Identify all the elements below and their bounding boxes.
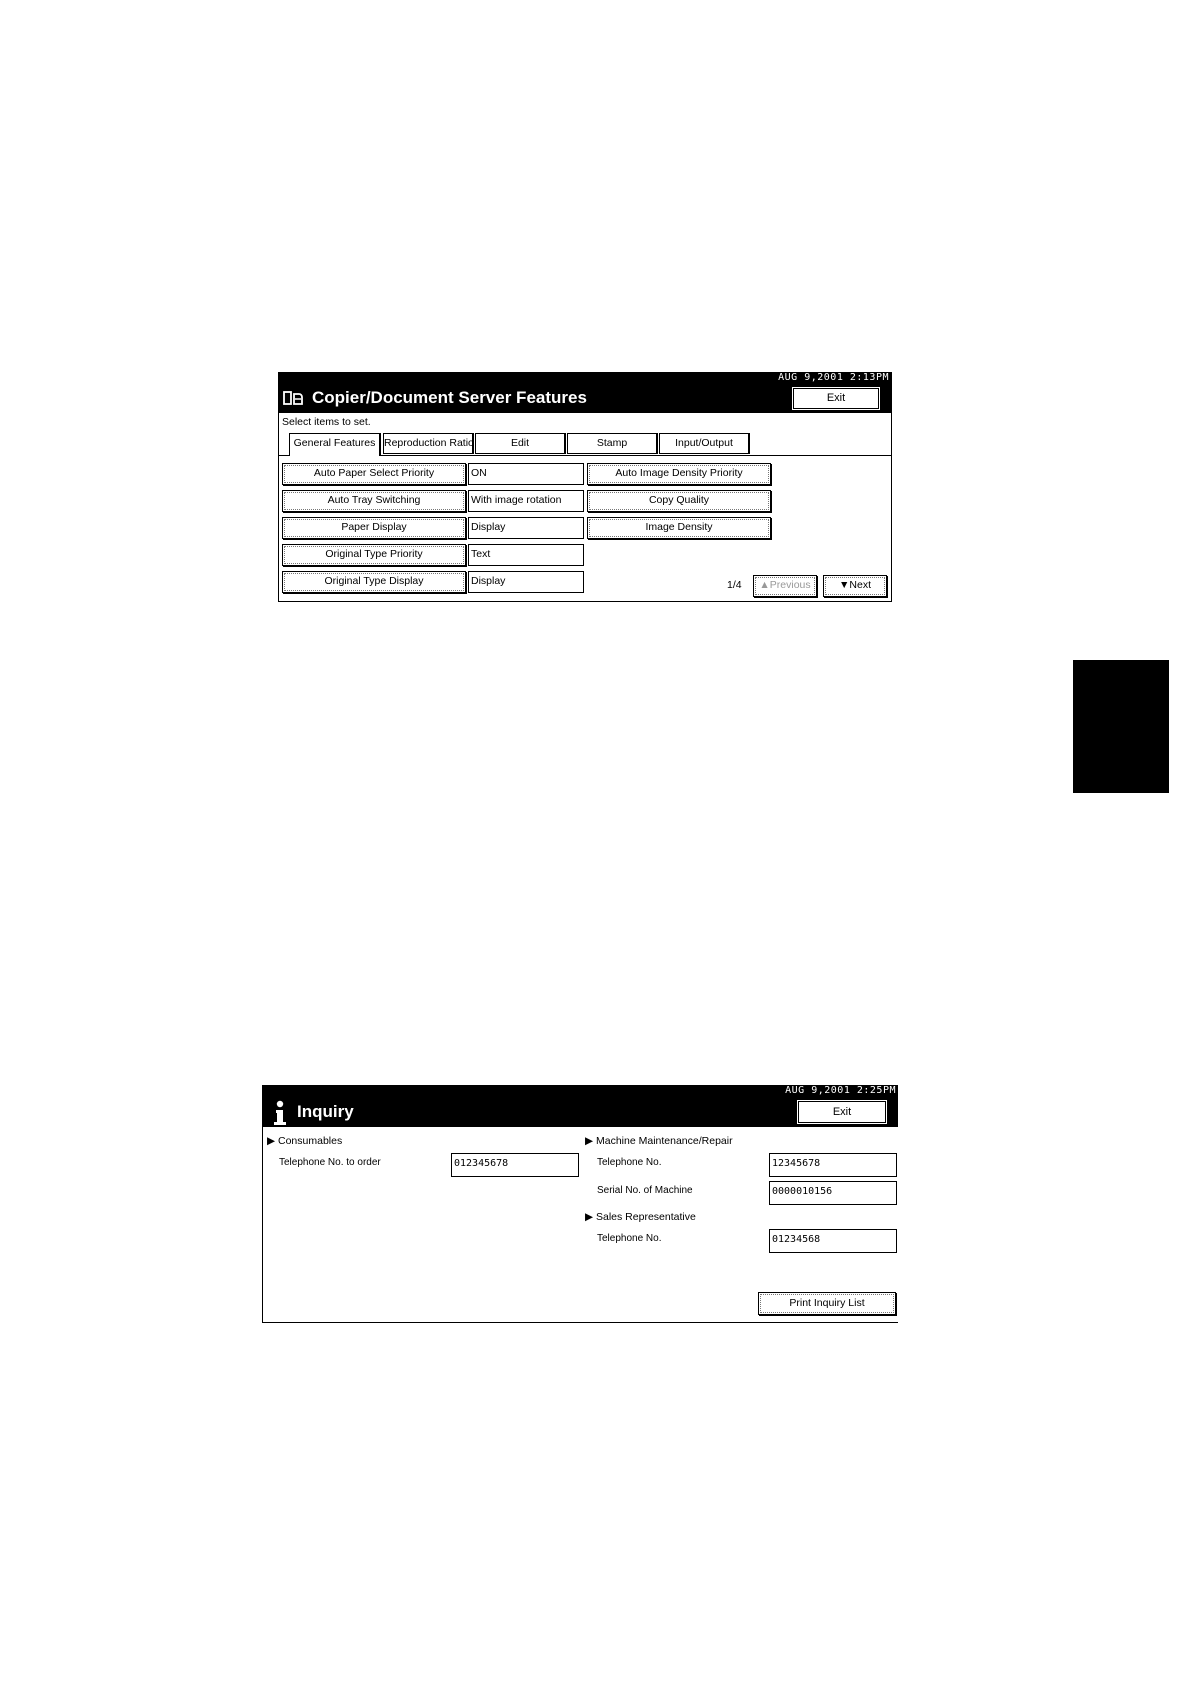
consumables-heading: ▶ Consumables — [267, 1135, 343, 1147]
copy-quality-button[interactable]: Copy Quality — [587, 490, 771, 512]
sales-telephone-label: Telephone No. — [597, 1233, 662, 1244]
maintenance-telephone-label: Telephone No. — [597, 1157, 662, 1168]
serial-number-label: Serial No. of Machine — [597, 1185, 693, 1196]
sales-heading: ▶ Sales Representative — [585, 1211, 696, 1223]
instruction-text: Select items to set. — [282, 416, 371, 428]
next-button[interactable]: ▼Next — [823, 575, 887, 597]
title-bar — [263, 1097, 898, 1127]
triangle-right-icon: ▶ — [585, 1211, 594, 1223]
tab-general-features[interactable]: General Features — [289, 433, 381, 456]
tab-stamp[interactable]: Stamp — [567, 433, 658, 454]
section-thumb-tab — [1073, 660, 1169, 793]
inquiry-screen — [262, 1085, 898, 1323]
page-title: Copier/Document Server Features — [312, 388, 587, 407]
serial-number-field: 0000010156 — [769, 1181, 897, 1205]
page-title: Inquiry — [297, 1102, 354, 1121]
paper-display-value: Display — [468, 517, 584, 539]
image-density-button[interactable]: Image Density — [587, 517, 771, 539]
maintenance-heading: ▶ Machine Maintenance/Repair — [585, 1135, 733, 1147]
copier-icon — [283, 391, 303, 406]
auto-tray-switching-button[interactable]: Auto Tray Switching — [282, 490, 466, 512]
copier-features-screen — [278, 372, 892, 602]
triangle-right-icon: ▶ — [585, 1135, 594, 1147]
auto-paper-select-priority-value: ON — [468, 463, 584, 485]
original-type-priority-button[interactable]: Original Type Priority — [282, 544, 466, 566]
exit-button[interactable]: Exit — [793, 388, 879, 409]
status-datetime: AUG 9,2001 2:13PM — [279, 373, 891, 383]
info-icon — [273, 1100, 287, 1126]
tab-baseline — [279, 455, 289, 456]
exit-button[interactable]: Exit — [798, 1101, 886, 1123]
sales-telephone-field: 01234568 — [769, 1229, 897, 1253]
consumables-telephone-label: Telephone No. to order — [279, 1157, 381, 1168]
original-type-priority-value: Text — [468, 544, 584, 566]
title-bar — [279, 383, 891, 413]
print-inquiry-list-button[interactable]: Print Inquiry List — [758, 1292, 896, 1315]
original-type-display-button[interactable]: Original Type Display — [282, 571, 466, 593]
consumables-telephone-field: 012345678 — [451, 1153, 579, 1177]
page-indicator: 1/4 — [727, 579, 742, 591]
tab-reproduction-ratio[interactable]: Reproduction Ratio — [383, 433, 474, 454]
tab-input-output[interactable]: Input/Output — [659, 433, 750, 454]
tab-edit[interactable]: Edit — [475, 433, 566, 454]
tab-baseline — [381, 455, 891, 456]
original-type-display-value: Display — [468, 571, 584, 593]
paper-display-button[interactable]: Paper Display — [282, 517, 466, 539]
status-datetime: AUG 9,2001 2:25PM — [263, 1085, 898, 1097]
previous-button[interactable]: ▲Previous — [753, 575, 817, 597]
auto-tray-switching-value: With image rotation — [468, 490, 584, 512]
tab-side-line — [289, 433, 290, 456]
auto-paper-select-priority-button[interactable]: Auto Paper Select Priority — [282, 463, 466, 485]
maintenance-telephone-field: 12345678 — [769, 1153, 897, 1177]
triangle-right-icon: ▶ — [267, 1135, 276, 1147]
auto-image-density-priority-button[interactable]: Auto Image Density Priority — [587, 463, 771, 485]
